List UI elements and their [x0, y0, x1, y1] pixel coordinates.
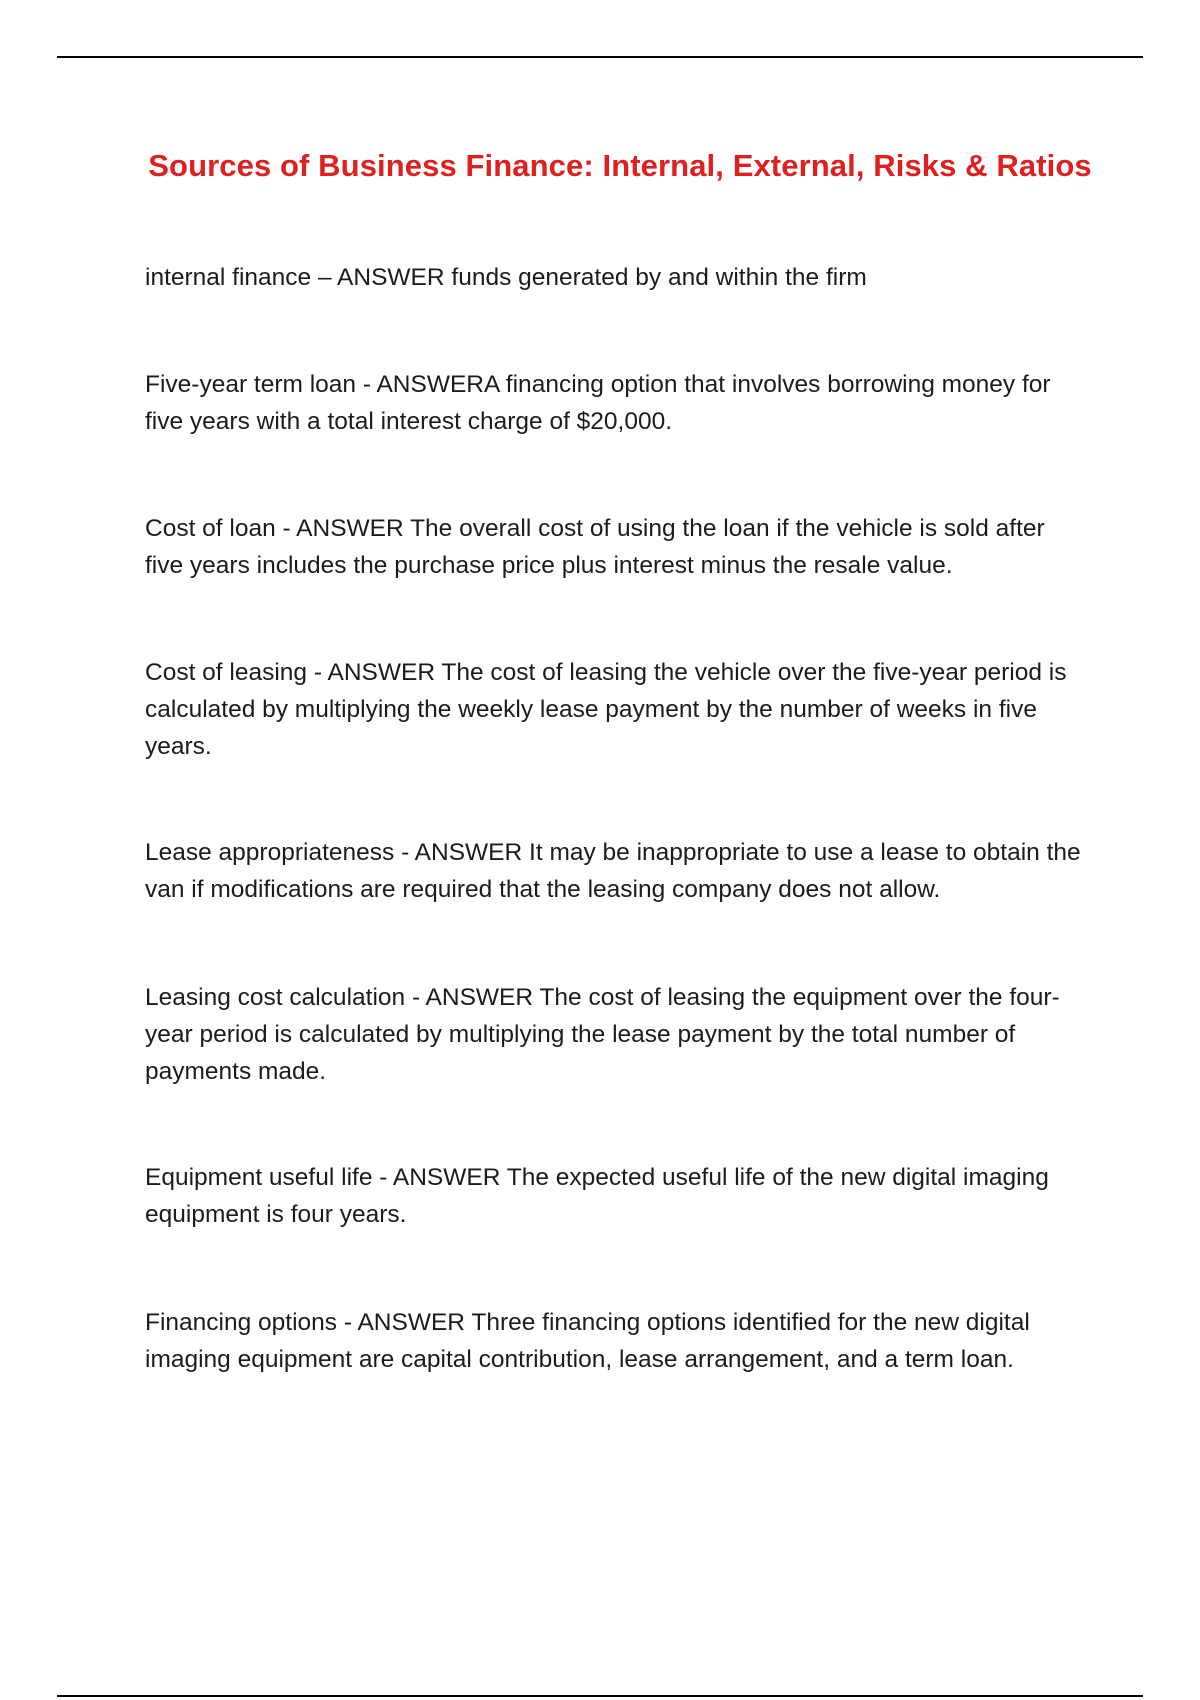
entry-definition: Three financing options identified for the new digital imaging equipment are capital contribution, lease arrangement, and a term loan.	[145, 1309, 1030, 1373]
qa-entry	[145, 979, 1085, 1090]
entry-definition: A financing option that involves borrowing money for five years with a total interest charge of $20,000.	[145, 371, 1051, 435]
entry-term: Five-year term loan	[145, 371, 357, 398]
entry-term: Cost of loan	[145, 515, 276, 542]
entry-definition: It may be inappropriate to use a lease to obtain the van if modifications are required that the leasing company does not allow.	[145, 839, 1081, 903]
entry-definition: The cost of leasing the vehicle over the five-year period is calculated by multiplying the weekly lease payment by the number of weeks in five years.	[145, 659, 1067, 760]
entry-term: Lease appropriateness	[145, 839, 395, 866]
entry-separator: - ANSWER	[372, 1164, 507, 1191]
entry-separator: - ANSWER	[405, 984, 540, 1011]
qa-entry	[145, 1159, 1085, 1233]
entry-term: Equipment useful life	[145, 1164, 373, 1191]
page-title: Sources of Business Finance: Internal, External, Risks & Ratios	[148, 148, 1092, 183]
entry-separator: – ANSWER	[311, 264, 452, 291]
qa-entry	[145, 654, 1085, 765]
entry-separator: - ANSWER	[307, 659, 442, 686]
entry-term: Financing options	[145, 1309, 338, 1336]
entry-term: Leasing cost calculation	[145, 984, 406, 1011]
bottom-rule	[57, 1695, 1143, 1697]
entry-definition: funds generated by and within the firm	[451, 264, 867, 291]
entry-term: Cost of leasing	[145, 659, 308, 686]
entry-separator: - ANSWER	[356, 371, 485, 398]
entry-definition: The cost of leasing the equipment over the four-year period is calculated by multiplying the lease payment by the total number of payments made.	[145, 984, 1060, 1085]
qa-entry	[145, 510, 1085, 584]
qa-entry	[145, 366, 1085, 440]
entry-separator: - ANSWER	[275, 515, 411, 542]
entry-separator: - ANSWER	[337, 1309, 472, 1336]
qa-entry	[145, 259, 867, 296]
entry-definition: The overall cost of using the loan if the vehicle is sold after five years includes the purchase price plus interest minus the resale value.	[145, 515, 1045, 579]
top-rule	[57, 56, 1143, 58]
entry-separator: - ANSWER	[394, 839, 530, 866]
qa-entry	[145, 834, 1085, 908]
qa-entry	[145, 1304, 1085, 1378]
entry-definition: The expected useful life of the new digital imaging equipment is four years.	[145, 1164, 1049, 1228]
entry-term: internal finance	[145, 264, 312, 291]
